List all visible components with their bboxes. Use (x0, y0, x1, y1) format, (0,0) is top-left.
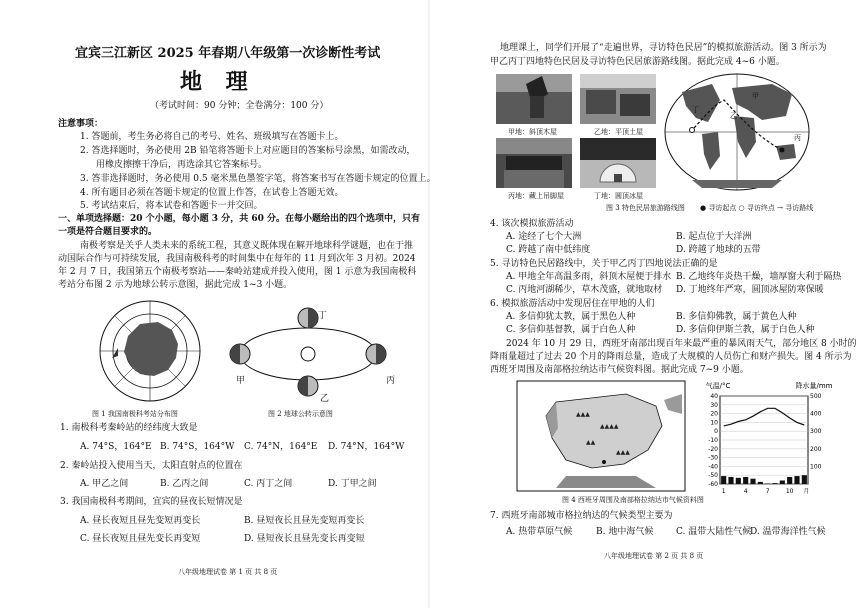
x-tick-label: 10 (785, 488, 794, 495)
question-option: A. 74°S，164°E (80, 442, 152, 452)
svg-text:▲▲▲: ▲▲▲ (616, 449, 630, 456)
question-stem: 2. 秦岭站投入使用当天，太阳直射点的位置在 (60, 461, 243, 471)
y-tick-label: -10 (708, 437, 718, 444)
exam-title: 宜宾三江新区 2025 年春期八年级第一次诊断性考试 (75, 46, 381, 61)
notice-item: 1. 答题前，考生务必将自己的考号、姓名、班级填写在答题卡上。 (80, 132, 344, 142)
fig1-caption: 图 1 我国南极科考站分布图 (92, 410, 178, 418)
question-option: B. 乙丙之间 (160, 479, 209, 489)
map-label-yi: 乙 (730, 112, 737, 120)
y2-axis-title: 降水量/mm (795, 382, 833, 390)
svg-text:▲▲▲: ▲▲▲ (576, 411, 590, 418)
subject-title: 地 理 (180, 69, 256, 95)
question-stem: 1. 南极科考秦岭站的经纬度大致是 (60, 423, 198, 433)
question-stem: 3. 我国南极科考期间，宜宾的昼夜长短情况是 (60, 497, 243, 507)
intro-line: 2024 年 10 月 29 日，西班牙南部出现百年来最严重的暴风雨天气，部分地区 8 小时的 (506, 339, 857, 349)
question-option: C. 丙丁之间 (244, 479, 293, 489)
y-tick-label: 0 (714, 428, 718, 436)
question-option: D. 温带海洋性气候 (750, 527, 826, 537)
y2-tick-label: 300 (810, 428, 822, 436)
notice-item: 3. 答非选择题时，务必使用 0.5 毫米黑色墨签字笔，将答案书写在答题卡规定的位置上。 (80, 174, 436, 184)
precip-bar (743, 477, 748, 484)
question-option: C. 温带大陆性气候 (676, 527, 752, 537)
question-stem: 7. 西班牙南部城市格拉纳达的气候类型主要为 (490, 511, 673, 521)
question-option: C. 跨越了南中低纬度 (506, 245, 591, 255)
fig2-caption: 图 2 地球公转示意图 (268, 410, 333, 418)
notice-item: 5. 考试结束后，将本试卷和答题卡一并交回。 (80, 201, 263, 211)
question-option: B. 起点位于大洋洲 (676, 232, 752, 242)
precip-bar (736, 478, 741, 484)
question-option: D. 74°N，164°W (328, 442, 405, 452)
question-option: A. 昼长夜短且昼先变短再变长 (80, 516, 201, 526)
antarctic-station-map (88, 296, 218, 406)
section-heading: 一项是符合题目要求的。 (58, 227, 158, 237)
map-label-jia: 甲 (752, 92, 759, 100)
page-footer: 八年级地理试卷 第 1 页 共 8 页 (178, 568, 278, 576)
precip-bar (750, 479, 755, 484)
y-tick-label: 30 (710, 401, 718, 409)
intro-line: 考站分布图 2 示为地球公转示意图，据此完成 1~3 小题。 (58, 280, 293, 290)
intro-line: 动国际合作与可持续发展，我国南极科考的时间集中在每年的 11 月到次年 3 月初。2024 (58, 254, 416, 264)
precip-bar (772, 483, 777, 484)
question-option: A. 甲乙之间 (80, 479, 129, 489)
precip-bar (780, 480, 785, 484)
question-option: A. 多信仰犹太教，属于黑色人种 (506, 312, 636, 322)
map-legend: ● 寻访起点 ○ 寻访终点 → 寻访路线 (700, 204, 814, 212)
x-tick-label: 月 (803, 488, 810, 495)
question-option: B. 昼短夜长且昼先变短再变长 (244, 516, 365, 526)
notice-item: 2. 答选择题时，务必使用 2B 铅笔将答题卡上对应题目的答案标号涂黑，如需改动， (80, 146, 416, 156)
x-tick-label: 1 (721, 488, 726, 495)
y-tick-label: -60 (708, 481, 718, 488)
map-label-bing: 丙 (794, 134, 801, 142)
y-tick-label: 40 (710, 393, 718, 400)
y2-tick-label: 500 (810, 393, 822, 400)
y-tick-label: -40 (708, 463, 718, 471)
page-footer: 八年级地理试卷 第 2 页 共 8 页 (604, 552, 704, 560)
y2-tick-label: 200 (810, 445, 822, 453)
question-option: B. 地中海气候 (596, 527, 654, 537)
exam-info: （考试时间：90 分钟；全卷满分：100 分） (150, 101, 329, 111)
notice-heading: 注意事项： (58, 119, 104, 129)
earth-revolution-diagram (228, 302, 396, 402)
fig4-caption: 图 4 西班牙周围及南部格拉纳达市气候资料图 (562, 496, 704, 504)
question-option: A. 热带草原气候 (506, 527, 573, 537)
fig2-label-bing: 丙 (386, 376, 396, 386)
question-option: D. 多信仰伊斯兰教，属于白色人种 (676, 325, 815, 335)
question-option: C. 74°N，164°E (244, 442, 318, 452)
fig2-label-ding: 丁 (318, 311, 328, 321)
photo-igloo (580, 138, 656, 188)
climate-chart (692, 376, 840, 500)
photo-slanted-wood-house (496, 74, 572, 124)
question-option: B. 多信仰佛教，属于黄色人种 (676, 312, 797, 322)
question-option: D. 丁甲之间 (328, 479, 377, 489)
intro-line: 降雨量超过了过去 20 个月的降雨总量，造成了大规模的人员伤亡和财产损失。图 4 所示为 (490, 352, 852, 362)
precip-bar (787, 477, 792, 484)
photo-flat-mud-house (580, 74, 656, 124)
precip-bar (765, 483, 770, 484)
right-page (430, 0, 860, 608)
precip-bar (721, 476, 726, 484)
y-tick-label: 10 (710, 419, 718, 427)
world-route-map (662, 70, 812, 200)
intro-line: 南极考察是关乎人类未来的系统工程，其意义既体现在解开地球科学谜题，也在于推 (80, 241, 414, 251)
question-option: A. 途经了七个大洲 (506, 232, 582, 242)
question-option: A. 甲地全年高温多雨，斜顶木屋便于排水 (506, 272, 672, 282)
question-option: D. 昼短夜长且昼先变长再变短 (244, 534, 365, 544)
svg-text:▲▲▲▲: ▲▲▲▲ (600, 423, 619, 430)
intro-line: 西班牙周围及南部格拉纳达市气候资料图。据此完成 7~9 小题。 (490, 365, 749, 375)
y2-tick-label: 100 (810, 463, 822, 471)
svg-text:▲▲: ▲▲ (586, 439, 596, 446)
photo-stilt-house (496, 138, 572, 188)
question-option: C. 丙地河湖稀少，草木茂盛，就地取材 (506, 285, 663, 295)
question-option: D. 丁地终年严寒，圆顶冰屋防寒保暖 (676, 285, 824, 295)
notice-item: 用橡皮擦擦干净后，再选涂其它答案标号。 (96, 160, 268, 170)
question-stem: 4. 该次模拟旅游活动 (490, 219, 574, 229)
question-option: C. 多信仰基督教，属于白色人种 (506, 325, 636, 335)
question-option: D. 跨越了地球的五带 (676, 245, 761, 255)
intro-line: 年 2 月 7 日，我国第五个南极考察站——秦岭站建成并投入使用，图 1 示意为我国南极科 (58, 267, 417, 277)
spain-map (516, 380, 686, 492)
question-option: B. 74°S，164°W (160, 442, 235, 452)
section-heading: 一、单项选择题：20 个小题，每小题 3 分，共 60 分。在每小题给出的四个选项中，只有 (58, 214, 420, 224)
photo-label: 甲地：斜顶木屋 (508, 128, 557, 136)
fig2-label-jia: 甲 (236, 376, 246, 386)
photo-label: 丙地：藏上吊脚屋 (508, 192, 564, 200)
photo-label: 乙地：平顶土屋 (594, 128, 643, 136)
fig2-label-yi: 乙 (320, 394, 330, 404)
y-tick-label: 20 (710, 410, 718, 418)
map-label-ding: 丁 (692, 106, 699, 114)
precip-bar (802, 475, 807, 484)
y2-tick-label: 400 (810, 410, 822, 418)
y-tick-label: -50 (708, 472, 718, 480)
y-tick-label: -30 (708, 454, 718, 462)
photo-label: 丁地：圆顶冰屋 (594, 192, 643, 200)
question-option: B. 乙地终年炎热干燥，墙厚窗大利于隔热 (676, 272, 842, 282)
x-tick-label: 4 (743, 488, 748, 495)
fig3-caption: 图 3 特色民居旅游路线图 (606, 204, 685, 212)
intro-line: 地理课上，同学们开展了“走遍世界，寻访特色民居”的模拟旅游活动。图 3 所示为 (500, 43, 827, 53)
notice-item: 4. 所有题目必须在答题卡规定的位置上作答，在试卷上答题无效。 (80, 188, 344, 198)
precip-bar (728, 477, 733, 484)
precip-bar (758, 482, 763, 484)
x-tick-label: 7 (765, 488, 770, 495)
precip-bar (794, 476, 799, 484)
question-option: C. 昼长夜短且昼先变长再变短 (80, 534, 201, 544)
y-tick-label: -20 (708, 445, 718, 453)
y-axis-title: 气温/°C (705, 382, 731, 390)
question-stem: 5. 寻访特色民居路线中，关于甲乙丙丁四地说法正确的是 (490, 259, 718, 269)
question-stem: 6. 模拟旅游活动中发现居住在甲地的人们 (490, 299, 655, 309)
intro-line: 甲乙丙丁四地特色民居及寻访特色民居旅游路线图。据此完成 4~6 小题。 (490, 57, 785, 67)
